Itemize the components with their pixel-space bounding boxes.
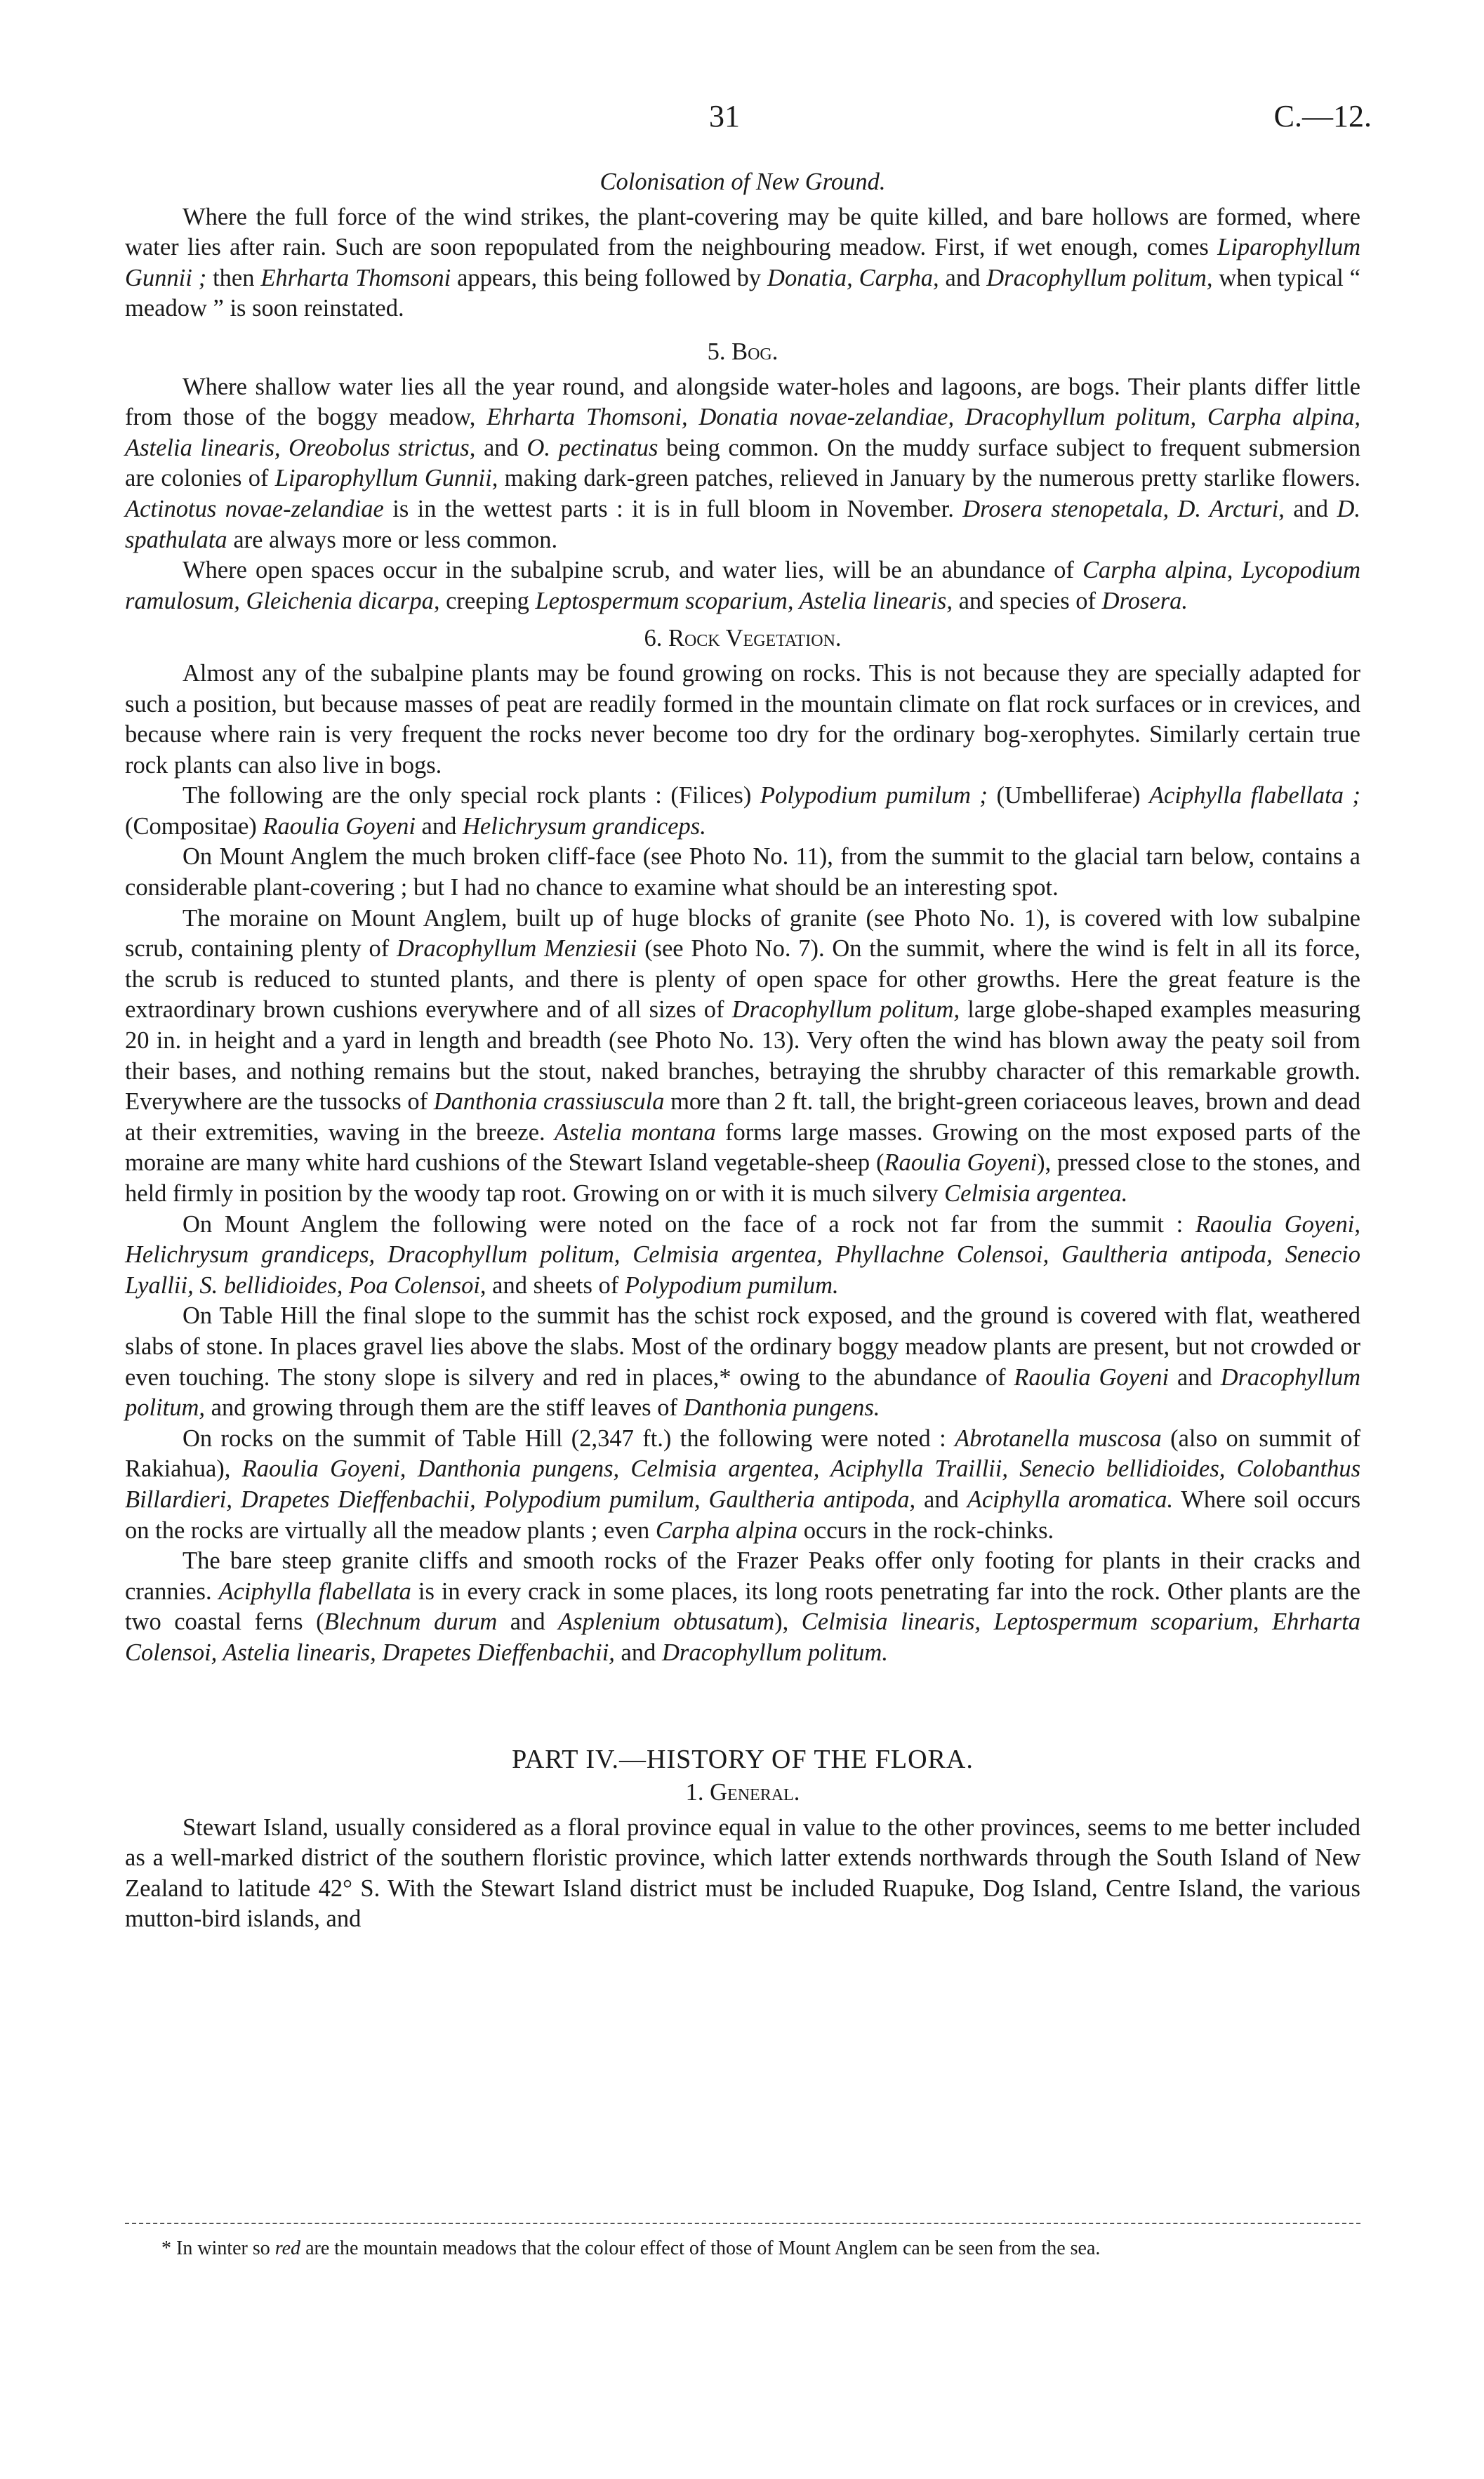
paragraph: The following are the only special rock plants : (Filices) Polypodium pumilum ; (Umbelliferae) Aciphylla flabellata ; (Compositae) Raoulia Goyeni and Helichrysum grandiceps. — [125, 782, 1360, 840]
paragraph: Stewart Island, usually considered as a floral province equal in value to the other provinces, seems to me better included as a well-marked district of the southern floristic province, which latter extends northwards through the South Island of New Zealand to latitude 42° S. With the Stewart Island district must be included Ruapuke, Dog Island, Centre Island, the various mutton-bird islands, and — [125, 1813, 1360, 1933]
paragraph: On rocks on the summit of Table Hill (2,347 ft.) the following were noted : Abrotanella muscosa (also on summit of Rakiahua), Raoulia Goyeni, Danthonia pungens, Celmisia argentea, Aciphylla Traillii, Senecio bellidioides, Colobanthus Billardieri, Drapetes Dieffenbachii, Polypodium pumilum, Gaultheria antipoda, and Aciphylla aromatica. Where soil occurs on the rocks are virtually all the meadow plants ; even Carpha alpina occurs in the rock-chinks. — [125, 1424, 1360, 1544]
section-heading-bog: 5. Bog. — [707, 338, 779, 365]
paragraph: Where shallow water lies all the year round, and alongside water-holes and lagoons, are bogs. Their plants differ little from those of the boggy meadow, Ehrharta Thomsoni, Donatia novae-zelandiae, Dracophyllum politum, Carpha alpina, Astelia linearis, Oreobolus strictus, and O. pectinatus being common. On the muddy surface subject to frequent submersion are colonies of Liparophyllum Gunnii, making dark-green patches, relieved in January by the numerous pretty starlike flowers. Actinotus novae-zelandiae is in the wettest parts : it is in full bloom in November. Drosera stenopetala, D. Arcturi, and D. spathulata are always more or less common. — [125, 373, 1361, 553]
paragraph: Where the full force of the wind strikes, the plant-covering may be quite killed, and bare hollows are formed, where water lies after rain. Such are soon repopulated from the neighbouring meadow. First, if wet enough, comes Liparophyllum Gunnii ; then Ehrharta Thomsoni appears, this being followed by Donatia, Carpha, and Dracophyllum politum, when typical “ meadow ” is soon reinstated. — [125, 203, 1360, 322]
page-number: 31 — [709, 99, 740, 133]
body-text — [125, 160, 1360, 1935]
paragraph: On Mount Anglem the much broken cliff-face (see Photo No. 11), from the summit to the glacial tarn below, contains a considerable plant-covering ; but I had no chance to examine what should be an interesting spot. — [125, 843, 1360, 901]
document-reference: C.—12. — [1273, 99, 1372, 133]
paragraph: The moraine on Mount Anglem, built up of huge blocks of granite (see Photo No. 1), is covered with low subalpine scrub, containing plenty of Dracophyllum Menziesii (see Photo No. 7). On the summit, where the wind is felt in all its force, the scrub is reduced to stunted plants, and there is plenty of open space for other growths. Here the great feature is the extraordinary brown cushions everywhere and of all sizes of Dracophyllum politum, large globe-shaped examples measuring 20 in. in height and a yard in length and breadth (see Photo No. 13). Very often the wind has blown away the peaty soil from their bases, and nothing remains but the stout, naked branches, betraying the shrubby character of this remarkable growth. Everywhere are the tussocks of Danthonia crassiuscula more than 2 ft. tall, the bright-green coriaceous leaves, brown and dead at their extremities, waving in the breeze. Astelia montana forms large masses. Growing on the most exposed parts of the moraine are many white hard cushions of the Stewart Island vegetable-sheep (Raoulia Goyeni), pressed close to the stones, and held firmly in position by the woody tap root. Growing on or with it is much silvery Celmisia argentea. — [125, 904, 1361, 1207]
footnote: * In winter so red are the mountain meadows that the colour effect of those of Mount Anglem can be seen from the sea. — [161, 2237, 1101, 2259]
paragraph: The bare steep granite cliffs and smooth rocks of the Frazer Peaks offer only footing for plants in their cracks and crannies. Aciphylla flabellata is in every crack in some places, its long roots penetrating far into the rock. Other plants are the two coastal ferns (Blechnum durum and Asplenium obtusatum), Celmisia linearis, Leptospermum scoparium, Ehrharta Colensoi, Astelia linearis, Drapetes Dieffenbachii, and Dracophyllum politum. — [125, 1547, 1360, 1666]
section-heading-rock-vegetation: 6. Rock Vegetation. — [644, 625, 842, 652]
paragraph: On Mount Anglem the following were noted on the face of a rock not far from the summit : Raoulia Goyeni, Helichrysum grandiceps, Dracophyllum politum, Celmisia argentea, Phyllachne Colensoi, Gaultheria antipoda, Senecio Lyallii, S. bellidioides, Poa Colensoi, and sheets of Polypodium pumilum. — [125, 1210, 1360, 1299]
part-heading: PART IV.—HISTORY OF THE FLORA. — [512, 1744, 974, 1774]
footnote-divider — [125, 2223, 1360, 2224]
section-heading-general: 1. General. — [685, 1779, 800, 1806]
page-header — [0, 98, 1484, 140]
section-heading-colonisation: Colonisation of New Ground. — [599, 168, 886, 195]
paragraph: Almost any of the subalpine plants may be found growing on rocks. This is not because they are specially adapted for such a position, but because masses of peat are readily formed in the mountain climate on flat rock surfaces or in crevices, and because where rain is very frequent the rocks never become too dry for the ordinary bog-xerophytes. Similarly certain true rock plants can also live in bogs. — [125, 659, 1360, 779]
paragraph: On Table Hill the final slope to the summit has the schist rock exposed, and the ground is covered with flat, weathered slabs of stone. In places gravel lies above the slabs. Most of the ordinary boggy meadow plants are present, but not crowded or even touching. The stony slope is silvery and red in places,* owing to the abundance of Raoulia Goyeni and Dracophyllum politum, and growing through them are the stiff leaves of Danthonia pungens. — [125, 1302, 1360, 1422]
paragraph: Where open spaces occur in the subalpine scrub, and water lies, will be an abundance of Carpha alpina, Lycopodium ramulosum, Gleichenia dicarpa, creeping Leptospermum scoparium, Astelia linearis, and species of Drosera. — [125, 557, 1360, 614]
